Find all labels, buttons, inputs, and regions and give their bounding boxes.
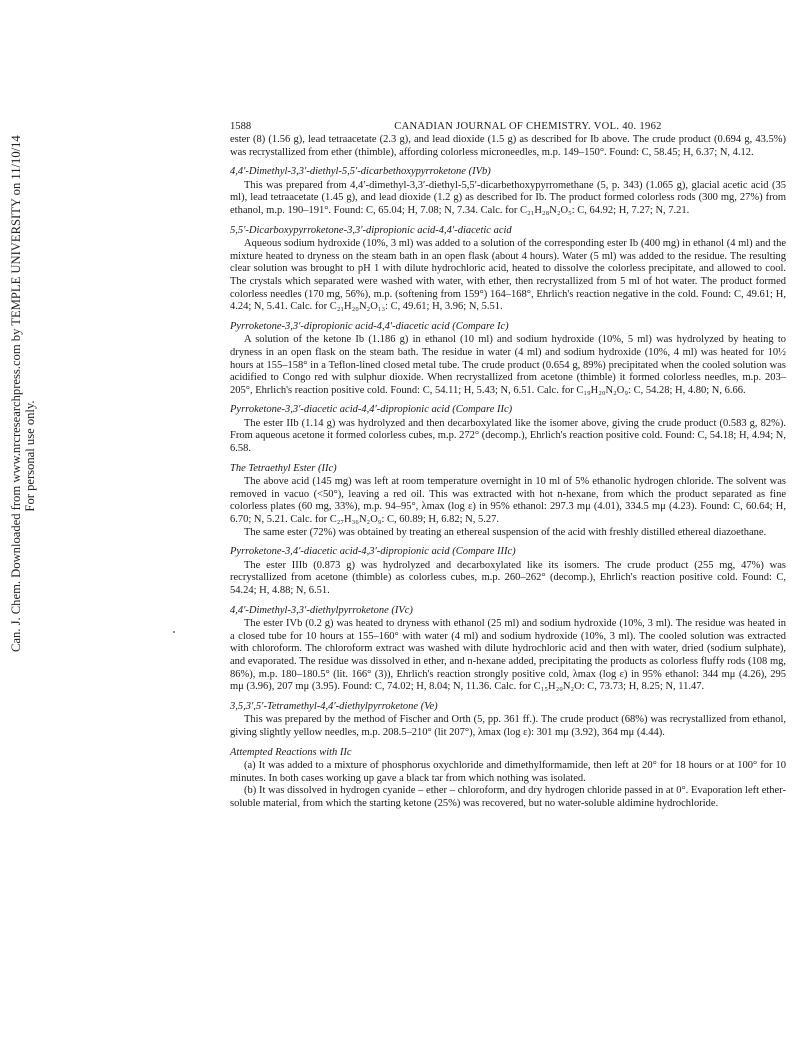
section-heading: 3,5,3′,5′-Tetramethyl-4,4′-diethylpyrroketone (Ve) [230,700,438,712]
body-paragraph: Aqueous sodium hydroxide (10%, 3 ml) was added to a solution of the corresponding ester Ib (400 mg) in ethanol (4 ml) and the mixture heated to dryness on the steam bath in an open flask (about 4 hours). Water (5 ml) was added to the residue. The resulting clear solution was brought to pH 1 with dilute hydrochloric acid, heated to dissolve the colorless precipitate, and allowed to cool. The crystals which separated were washed with water, with ether, then recrystallized from 5 ml of hot water. The product formed colorless needles (170 mg, 56%), m.p. (softening from 159°) 164–168°, Ehrlich's reaction negative in the cold. Found: C, 49.61; H, 4.24; N, 5.41. Calc. for C₂₁H₂₀N₂O₁₃: C, 49.61; H, 3.96; N, 5.51. [230,238,786,313]
section-heading: 4,4′-Dimethyl-3,3′-diethylpyrroketone (IVc) [230,604,413,616]
article-body [230,134,786,811]
running-title: CANADIAN JOURNAL OF CHEMISTRY. VOL. 40. 1962 [394,121,662,132]
body-paragraph: This was prepared by the method of Fischer and Orth (5, pp. 361 ff.). The crude product (68%) was recrystallized from ethanol, giving slightly yellow needles, m.p. 208.5–210° (lit 207°), λmax (log ε): 301 mμ (3.92), 364 mμ (4.44). [230,714,786,738]
section-heading: The Tetraethyl Ester (IIc) [230,462,337,474]
body-paragraph: (a) It was added to a mixture of phosphorus oxychloride and dimethylformamide, then left at 20° for 18 hours or at 100° for 10 minutes. In both cases working up gave a black tar from which nothing was isolated. [230,760,786,784]
section-heading: Attempted Reactions with IIc [230,746,352,758]
body-paragraph: The ester IIb (1.14 g) was hydrolyzed and then decarboxylated like the isomer above, giving the crude product (0.583 g, 82%). From aqueous acetone it formed colorless cubes, m.p. 272° (decomp.), Ehrlich's reaction positive cold. Found: C, 54.18; H, 4.94; N, 6.58. [230,417,786,455]
body-paragraph: The ester IIIb (0.873 g) was hydrolyzed and decarboxylated like its isomers. The crude product (255 mg, 47%) was recrystallized from acetone (thimble) as colorless cubes, m.p. 260–262° (decomp.), Ehrlich's reaction positive cold. Found: C, 54.24; H, 4.88; N, 6.51. [230,559,786,596]
watermark-line-2: For personal use only. [22,400,37,512]
body-paragraph: ester (8) (1.56 g), lead tetraacetate (2.3 g), and lead dioxide (1.5 g) as described for Ib above. The crude product (0.694 g, 43.5%) was recrystallized from ether (thimble), affording colorless microneedles, m.p. 149–150°. Found: C, 58.45; H, 6.37; N, 4.12. [230,134,786,158]
section-heading: Pyrroketone-3,3′-dipropionic acid-4,4′-diacetic acid (Compare Ic) [230,320,509,332]
body-paragraph: (b) It was dissolved in hydrogen cyanide – ether – chloroform, and dry hydrogen chloride passed in at 0°. Evaporation left ether-soluble material, from which the starting ketone (25%) was recovered, but no water-soluble aldimine hydrochloride. [230,785,786,809]
body-paragraph: The above acid (145 mg) was left at room temperature overnight in 10 ml of 5% ethanolic hydrogen chloride. The solvent was removed in vacuo (<50°), leaving a red oil. This was extracted with hot n-hexane, from which the product separated as fine colorless plates (60 mg, 33%), m.p. 94–95°, λmax (log ε) in 95% ethanol: 297.3 mμ (4.01), 334.5 mμ (4.23). Found: C, 60.64; H, 6.70; N, 5.21. Calc. for C₂₇H₃₆N₂O₉: C, 60.89; H, 6.82; N, 5.27. [230,476,786,526]
speck-mark [173,631,175,633]
body-paragraph: The ester IVb (0.2 g) was heated to dryness with ethanol (25 ml) and sodium hydroxide (10%, 3 ml). The residue was heated in a closed tube for 10 hours at 155–160° with water (4 ml) and sodium hydroxide (10%, 3 ml). The cooled solution was extracted with chloroform. The chloroform extract was washed with dilute hydrochloric acid and then with water, dried (sodium sulphate), and evaporated. The residue was dissolved in ether, and n-hexane added, precipitating the products as colorless fluffy rods (108 mg, 86%), m.p. 180–180.5° (lit. 166° (3)), Ehrlich's reaction strongly positive cold, λmax (log ε) in 95% ethanol: 344 mμ (4.26), 295 mμ (3.96), 207 mμ (3.95). Found: C, 74.02; H, 8.04; N, 11.36. Calc. for C₁₅H₂₀N₂O: C, 73.73; H, 8.25; N, 11.47. [230,618,786,693]
body-paragraph: This was prepared from 4,4′-dimethyl-3,3′-diethyl-5,5′-dicarbethoxypyrromethane (5, p. 343) (1.065 g), glacial acetic acid (35 ml), lead tetraacetate (1.45 g), and lead dioxide (1.2 g) as described for Ib. The product formed colorless rods (300 mg, 27%) from ethanol, m.p. 190–191°. Found: C, 65.04; H, 7.08; N, 7.34. Calc. for C₂₁H₂₈N₂O₅: C, 64.92; H, 7.27; N, 7.21. [230,179,786,216]
download-watermark [0,135,58,680]
section-heading: Pyrroketone-3,3′-diacetic acid-4,4′-dipropionic acid (Compare IIc) [230,404,513,416]
watermark-line-1: Can. J. Chem. Downloaded from www.nrcresearchpress.com by TEMPLE UNIVERSITY on 11/10/14 [9,135,23,652]
page-number: 1588 [230,121,252,132]
section-heading: 4,4′-Dimethyl-3,3′-diethyl-5,5′-dicarbethoxypyrroketone (IVb) [230,166,491,178]
section-heading: Pyrroketone-3,4′-diacetic acid-4,3′-dipropionic acid (Compare IIIc) [230,546,516,558]
page-header [230,120,786,134]
body-paragraph: A solution of the ketone Ib (1.186 g) in ethanol (10 ml) and sodium hydroxide (10%, 5 ml) was hydrolyzed by heating to dryness in an open flask on the steam bath. The residue in water (4 ml) and sodium hydroxide (10%, 4 ml) was heated for 10½ hours at 155–158° in a Teflon-lined closed metal tube. The crude product (0.654 g, 89%) precipitated when the cooled solution was acidified to Congo red with sulphur dioxide. When recrystallized from acetone (thimble) it formed colorless needles, m.p. 203–205°, Ehrlich's reaction positive cold. Found: C, 54.11; H, 5.43; N, 6.51. Calc. for C₁₉H₂₀N₂O₉: C, 54.28; H, 4.80; N, 6.66. [230,334,786,396]
section-heading: 5,5′-Dicarboxypyrroketone-3,3′-dipropionic acid-4,4′-diacetic acid [230,224,512,236]
body-paragraph: The same ester (72%) was obtained by treating an ethereal suspension of the acid with freshly distilled ethereal diazoethane. [244,526,767,538]
